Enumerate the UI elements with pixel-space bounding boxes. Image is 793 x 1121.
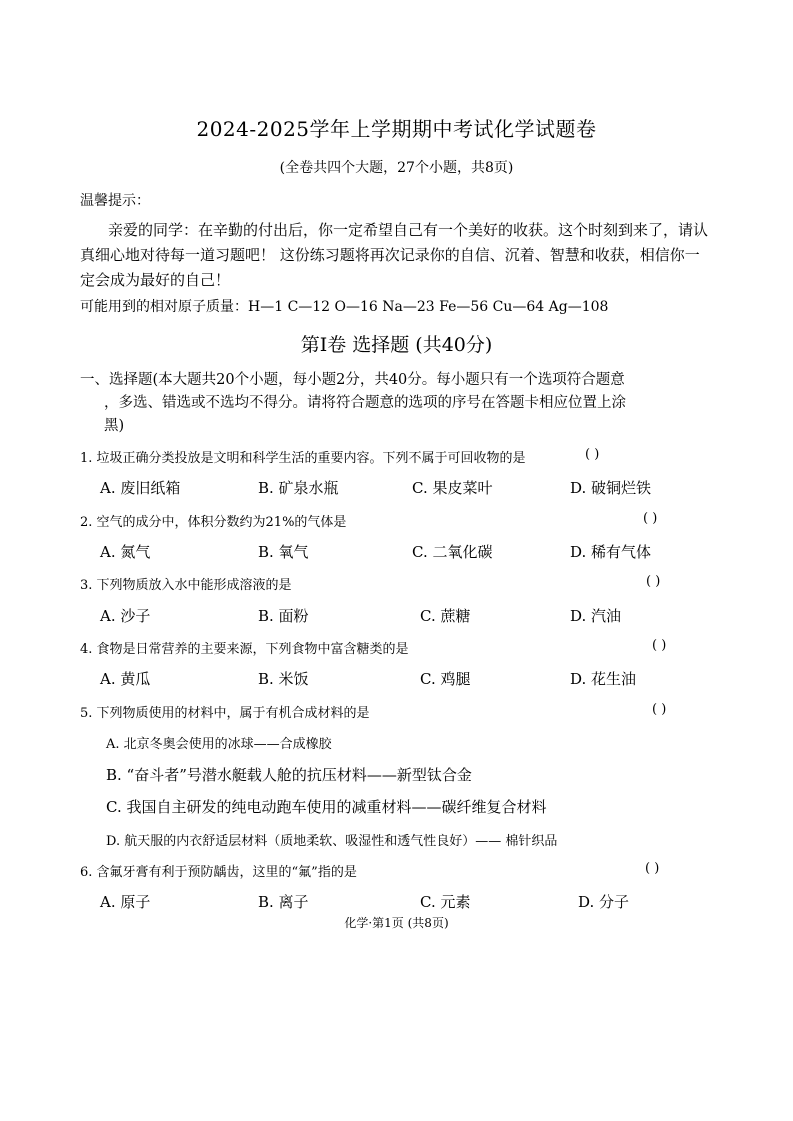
question-1-option-a: A. 废旧纸箱 — [100, 479, 181, 497]
question-4-answer-paren: ( ) — [652, 638, 667, 653]
question-6-option-b: B. 离子 — [258, 893, 309, 911]
question-5-option-c: C. 我国自主研发的纯电动跑车使用的减重材料——碳纤维复合材料 — [106, 798, 547, 816]
question-2-option-a: A. 氮气 — [100, 543, 151, 561]
tips-label: 温馨提示： — [80, 193, 150, 209]
tips-paragraph: 亲爱的同学：在辛勤的付出后，你一定希望自己有一个美好的收获。这个时刻到来了，请认真细心地对待每一道习题吧！ 这份练习题将再次记录你的自信、沉着、智慧和收获，相信你一定会成为最好的自己！ — [80, 221, 709, 289]
question-1-option-b: B. 矿泉水瓶 — [258, 479, 339, 497]
question-3-option-a: A. 沙子 — [100, 607, 151, 625]
question-1-option-c: C. 果皮菜叶 — [412, 479, 493, 497]
question-6-option-a: A. 原子 — [100, 893, 151, 911]
exam-subtitle: (全卷共四个大题，27个小题，共8页) — [279, 160, 514, 176]
question-4-stem: 4. 食物是日常营养的主要来源，下列食物中富含糖类的是 — [80, 642, 409, 657]
exam-title: 2024-2025学年上学期期中考试化学试题卷 — [196, 117, 597, 141]
question-6-option-c: C. 元素 — [420, 893, 471, 911]
question-3-stem: 3. 下列物质放入水中能形成溶液的是 — [80, 578, 292, 593]
question-3-option-d: D. 汽油 — [570, 607, 622, 625]
question-5-stem: 5. 下列物质使用的材料中，属于有机合成材料的是 — [80, 706, 370, 721]
question-4-option-c: C. 鸡腿 — [420, 670, 471, 688]
question-6-stem: 6. 含氟牙膏有利于预防龋齿，这里的“氟”指的是 — [80, 865, 357, 880]
question-5-option-b: B. “奋斗者”号潜水艇载人舱的抗压材料——新型钛合金 — [106, 766, 472, 784]
question-5-option-d: D. 航天服的内衣舒适层材料（质地柔软、吸湿性和透气性良好）—— 棉针织品 — [106, 834, 558, 849]
question-2-option-c: C. 二氧化碳 — [412, 543, 493, 561]
question-4-option-b: B. 米饭 — [258, 670, 309, 688]
atomic-mass-constants: 可能用到的相对原子质量：H—1 C—12 O—16 Na—23 Fe—56 Cu—64 Ag—108 — [80, 299, 609, 315]
question-3-option-b: B. 面粉 — [258, 607, 309, 625]
question-1-stem: 1. 垃圾正确分类投放是文明和科学生活的重要内容。下列不属于可回收物的是 — [80, 451, 526, 466]
question-3-option-c: C. 蔗糖 — [420, 607, 471, 625]
question-4-option-a: A. 黄瓜 — [100, 670, 151, 688]
question-6-option-d: D. 分子 — [578, 893, 630, 911]
section-instruction-line3: 黑) — [104, 418, 125, 434]
question-2-option-b: B. 氧气 — [258, 543, 309, 561]
question-1-answer-paren: ( ) — [585, 447, 600, 462]
question-5-option-a: A. 北京冬奥会使用的冰球——合成橡胶 — [106, 737, 332, 752]
section-instruction-line2: ，多选、错选或不选均不得分。请将符合题意的选项的序号在答题卡相应位置上涂 — [104, 395, 626, 411]
question-2-option-d: D. 稀有气体 — [570, 543, 652, 561]
page-footer: 化学·第1页 (共8页) — [344, 916, 449, 930]
question-6-answer-paren: ( ) — [645, 861, 660, 876]
section-title: 第Ⅰ卷 选择题 (共40分) — [300, 334, 493, 356]
question-2-stem: 2. 空气的成分中，体积分数约为21%的气体是 — [80, 515, 347, 530]
question-1-option-d: D. 破铜烂铁 — [570, 479, 652, 497]
question-2-answer-paren: ( ) — [643, 511, 658, 526]
question-3-answer-paren: ( ) — [646, 574, 661, 589]
section-instruction-line1: 一、选择题(本大题共20个小题，每小题2分，共40分。每小题只有一个选项符合题意 — [80, 372, 625, 388]
question-4-option-d: D. 花生油 — [570, 670, 637, 688]
question-5-answer-paren: ( ) — [652, 702, 667, 717]
